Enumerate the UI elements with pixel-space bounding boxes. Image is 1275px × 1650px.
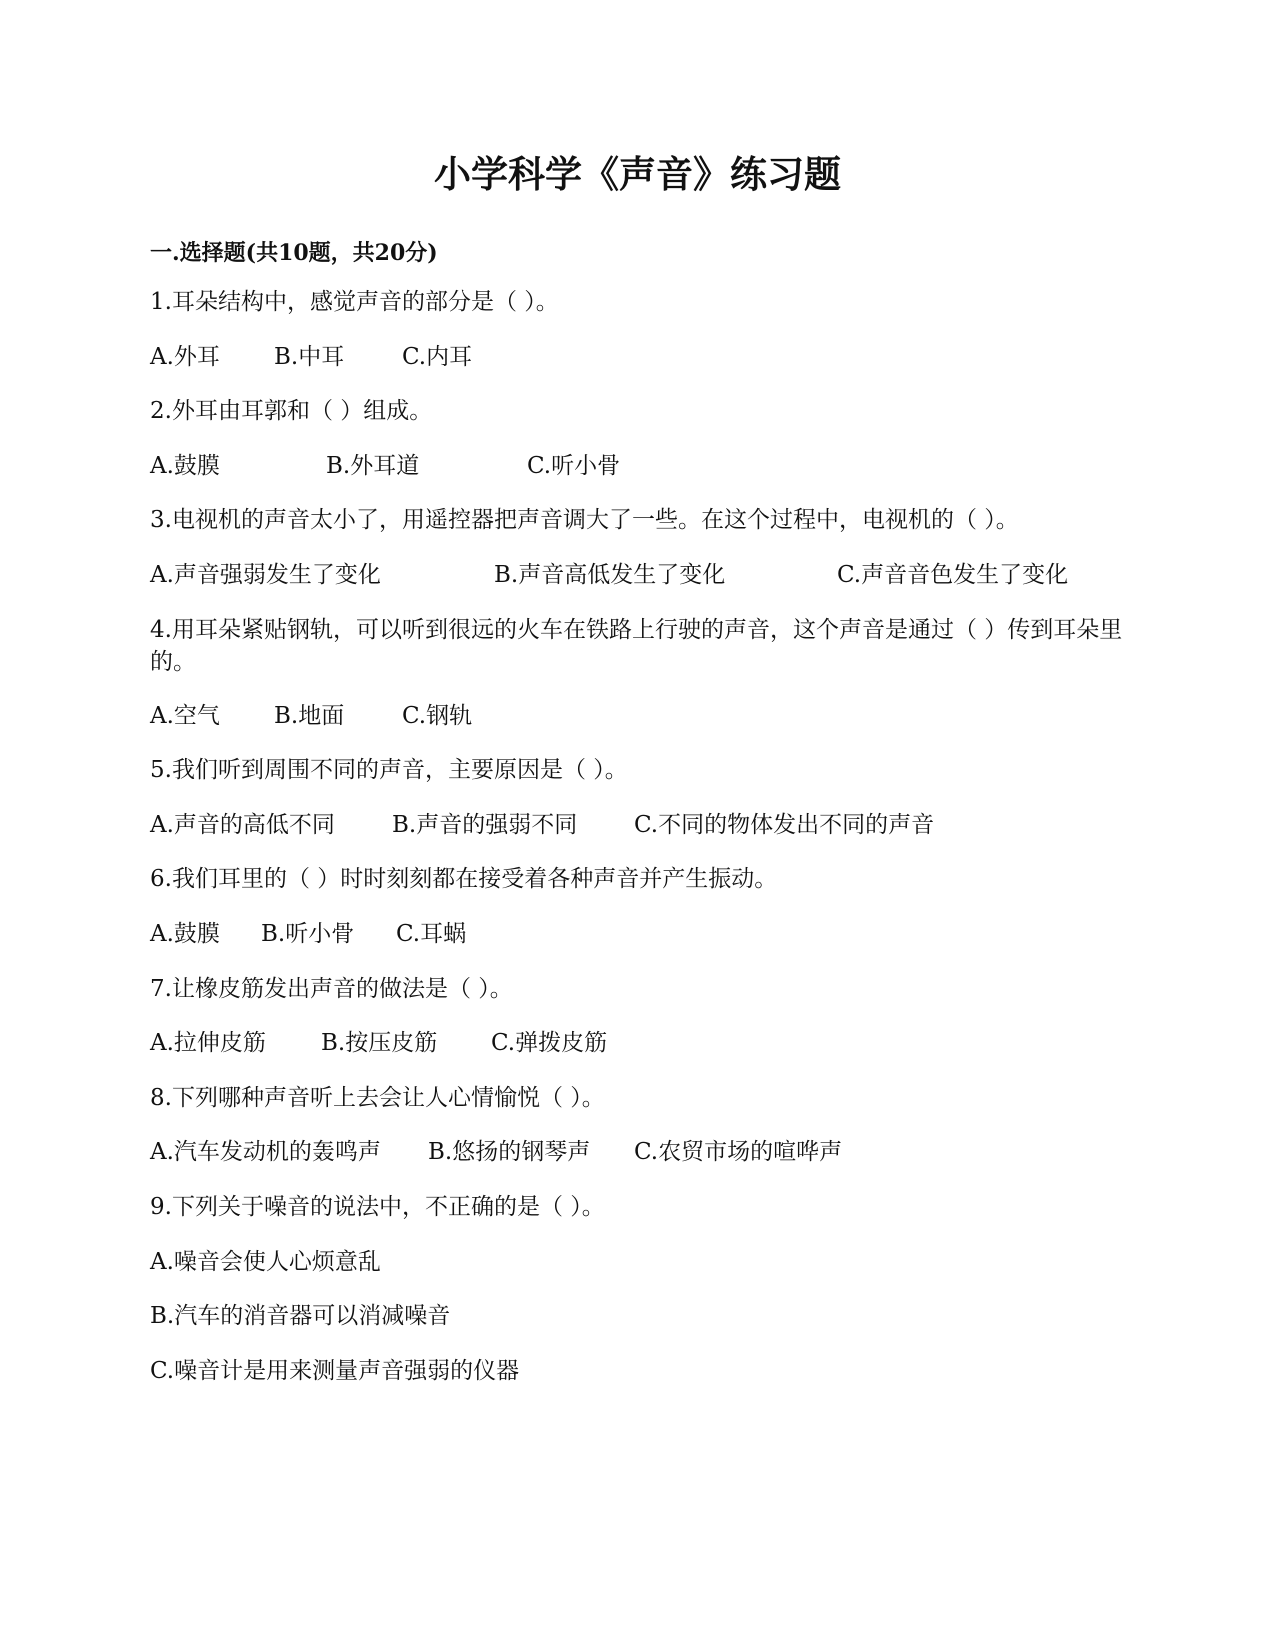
- option-b: B.外耳道: [326, 453, 420, 479]
- option-c: C.噪音计是用来测量声音强弱的仪器: [150, 1358, 520, 1384]
- option-b: B.地面: [274, 703, 345, 729]
- question-5: 5.我们听到周围不同的声音，主要原因是（ ）。: [150, 757, 628, 783]
- question-1: 1.耳朵结构中，感觉声音的部分是（ ）。: [150, 289, 559, 315]
- option-a: A.噪音会使人心烦意乱: [150, 1249, 381, 1275]
- option-b: B.声音的强弱不同: [392, 812, 578, 838]
- option-b: B.中耳: [274, 344, 345, 370]
- option-a: A.声音强弱发生了变化: [150, 562, 381, 588]
- option-c: C.农贸市场的喧哗声: [634, 1139, 843, 1165]
- option-b: B.听小骨: [261, 921, 355, 947]
- option-c: C.听小骨: [527, 453, 621, 479]
- option-a: A.鼓膜: [150, 921, 220, 947]
- option-c: C.钢轨: [402, 703, 473, 729]
- option-a: A.空气: [150, 703, 220, 729]
- question-6: 6.我们耳里的（ ）时时刻刻都在接受着各种声音并产生振动。: [150, 866, 778, 892]
- question-4: 4.用耳朵紧贴钢轨，可以听到很远的火车在铁路上行驶的声音，这个声音是通过（ ）传到耳朵里的。: [150, 617, 1123, 675]
- option-c: C.内耳: [402, 344, 473, 370]
- option-b: B.按压皮筋: [321, 1030, 438, 1056]
- question-2: 2.外耳由耳郭和（ ）组成。: [150, 398, 433, 424]
- question-3: 3.电视机的声音太小了，用遥控器把声音调大了一些。在这个过程中，电视机的（ ）。: [150, 507, 1019, 533]
- option-a: A.拉伸皮筋: [150, 1030, 266, 1056]
- option-c: C.耳蜗: [396, 921, 467, 947]
- page-title: 小学科学《声音》练习题: [434, 152, 841, 196]
- option-a: A.鼓膜: [150, 453, 220, 479]
- option-b: B.声音高低发生了变化: [494, 562, 726, 588]
- option-c: C.弹拨皮筋: [491, 1030, 608, 1056]
- section-heading: 一.选择题(共10题，共20分): [150, 240, 438, 266]
- option-c: C.不同的物体发出不同的声音: [634, 812, 935, 838]
- option-a: A.声音的高低不同: [150, 812, 335, 838]
- option-c: C.声音音色发生了变化: [837, 562, 1069, 588]
- question-7: 7.让橡皮筋发出声音的做法是（ ）。: [150, 976, 513, 1002]
- option-a: A.外耳: [150, 344, 220, 370]
- question-8: 8.下列哪种声音听上去会让人心情愉悦（ ）。: [150, 1085, 605, 1111]
- option-b: B.汽车的消音器可以消减噪音: [150, 1303, 451, 1329]
- option-b: B.悠扬的钢琴声: [428, 1139, 591, 1165]
- option-a: A.汽车发动机的轰鸣声: [150, 1139, 381, 1165]
- question-9: 9.下列关于噪音的说法中，不正确的是（ ）。: [150, 1194, 605, 1220]
